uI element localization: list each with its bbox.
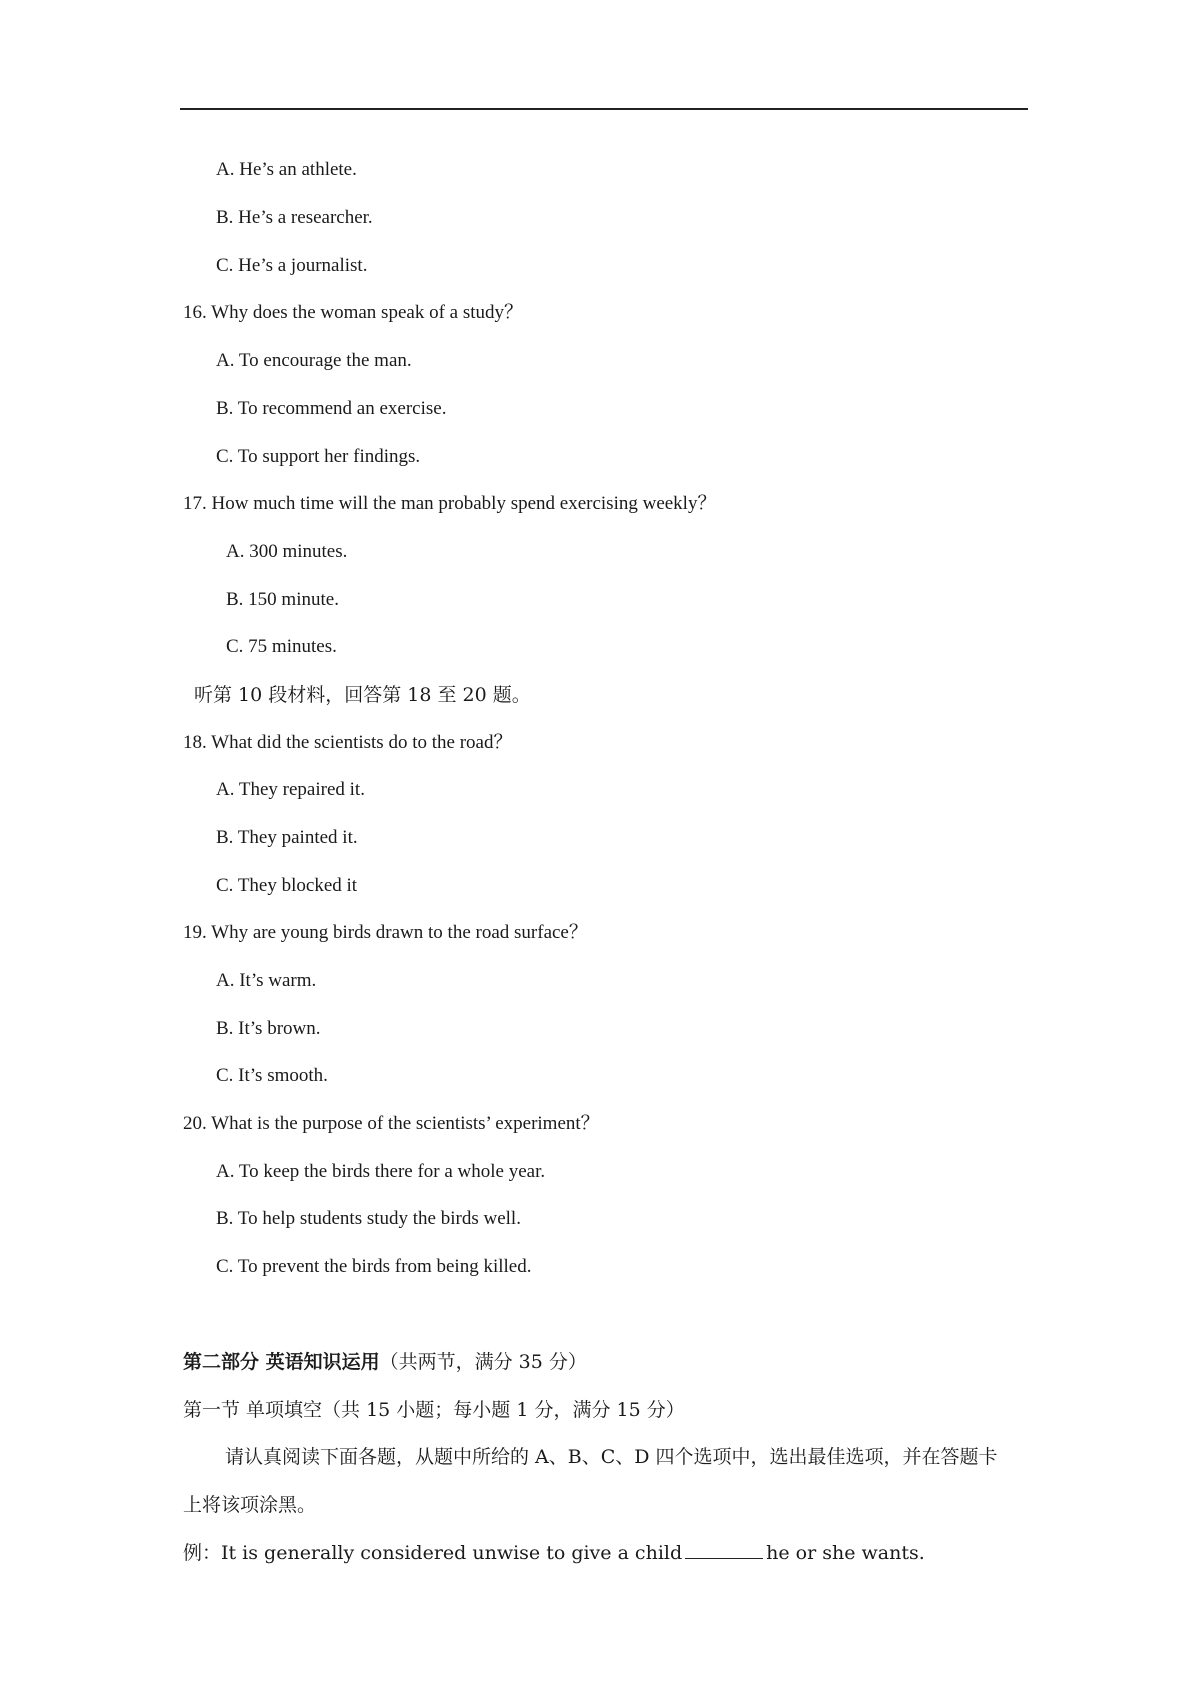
q17-option-c: C. 75 minutes.	[226, 636, 337, 657]
section10-instruction: 听第 10 段材料，回答第 18 至 20 题。	[194, 684, 531, 706]
q18-option-c: C. They blocked it	[216, 875, 358, 896]
q19-option-b: B. It’s brown.	[216, 1018, 321, 1039]
q15-option-b: B. He’s a researcher.	[216, 207, 373, 228]
q19-option-a: A. It’s warm.	[216, 970, 317, 991]
q16-question: 16. Why does the woman speak of a study？	[183, 302, 524, 323]
header-rule	[180, 108, 1028, 110]
q17-option-b: B. 150 minute.	[226, 589, 339, 610]
section1-title: 第一节 单项填空（共 15 小题；每小题 1 分，满分 15 分）	[183, 1399, 685, 1421]
q15-option-c: C. He’s a journalist.	[216, 255, 368, 276]
instruction-line-2: 上将该项涂黑。	[183, 1494, 317, 1516]
q15-option-a: A. He’s an athlete.	[216, 159, 357, 180]
q18-question: 18. What did the scientists do to the road？	[183, 732, 513, 753]
q17-option-a: A. 300 minutes.	[226, 541, 348, 562]
q17-question: 17. How much time will the man probably spend exercising weekly？	[183, 493, 717, 514]
q18-option-b: B. They painted it.	[216, 827, 358, 848]
example-sentence	[183, 1540, 925, 1566]
example-prefix: 例：It is generally considered unwise to give a child	[183, 1542, 683, 1564]
answer-blank	[685, 1540, 763, 1559]
q20-option-b: B. To help students study the birds well.	[216, 1208, 521, 1229]
q19-option-c: C. It’s smooth.	[216, 1065, 328, 1086]
example-suffix: he or she wants.	[766, 1542, 925, 1564]
part2-heading-rest: （共两节，满分 35 分）	[379, 1351, 587, 1373]
part2-heading-bold: 第二部分 英语知识运用	[183, 1351, 380, 1373]
q16-option-b: B. To recommend an exercise.	[216, 398, 447, 419]
q20-option-a: A. To keep the birds there for a whole year.	[216, 1161, 546, 1182]
q16-option-a: A. To encourage the man.	[216, 350, 412, 371]
q20-option-c: C. To prevent the birds from being killed.	[216, 1256, 532, 1277]
q19-question: 19. Why are young birds drawn to the road surface？	[183, 922, 588, 943]
q20-question: 20. What is the purpose of the scientists’ experiment？	[183, 1113, 600, 1134]
instruction-line-1: 请认真阅读下面各题，从题中所给的 A、B、C、D 四个选项中，选出最佳选项，并在答题卡	[225, 1446, 998, 1468]
part2-heading	[183, 1349, 587, 1375]
q18-option-a: A. They repaired it.	[216, 779, 365, 800]
q16-option-c: C. To support her findings.	[216, 446, 421, 467]
